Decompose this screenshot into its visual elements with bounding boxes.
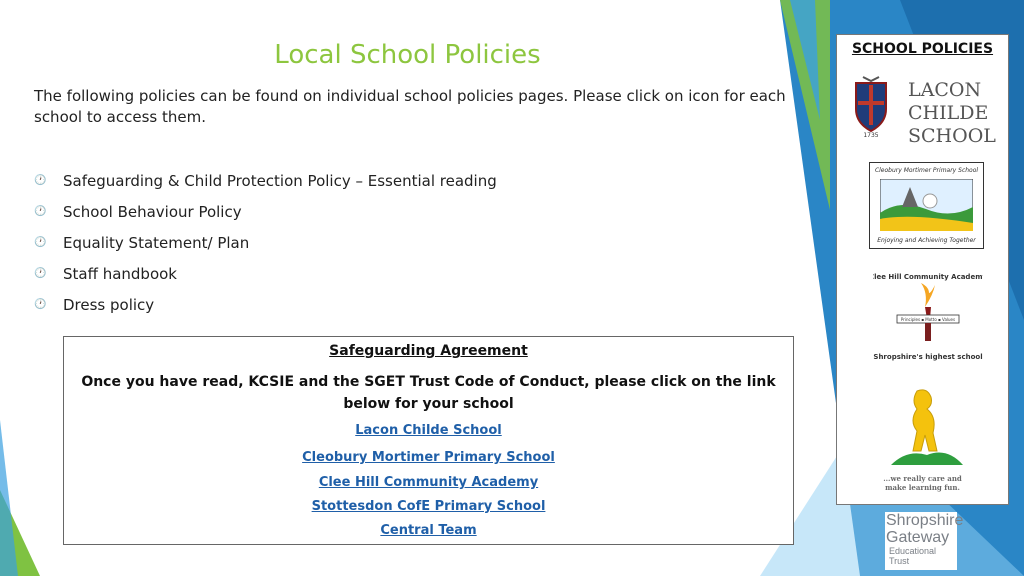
svg-text:Shropshire's highest school: Shropshire's highest school bbox=[873, 353, 983, 361]
link-lacon-childe[interactable]: Lacon Childe School bbox=[355, 423, 502, 438]
torch-icon bbox=[873, 263, 983, 373]
stottesdon-motto: ...we really care and make learning fun. bbox=[883, 474, 962, 492]
crest-icon bbox=[851, 75, 891, 137]
policy-label: Safeguarding & Child Protection Policy – Essential reading bbox=[63, 171, 497, 190]
school-policies-panel bbox=[836, 34, 1009, 505]
policy-label: Equality Statement/ Plan bbox=[63, 233, 250, 252]
link-stottesdon[interactable]: Stottesdon CofE Primary School bbox=[311, 499, 546, 514]
trust-logo[interactable]: Shropshire Gateway Educational Trust bbox=[885, 512, 957, 570]
svg-text:1735: 1735 bbox=[863, 132, 879, 137]
clee-hill-logo[interactable] bbox=[873, 263, 983, 373]
policy-label: Dress policy bbox=[63, 295, 155, 314]
policy-label: Staff handbook bbox=[63, 264, 177, 283]
svg-text:Clee Hill Community Academy: Clee Hill Community Academy bbox=[873, 273, 983, 281]
lacon-childe-logo[interactable] bbox=[851, 75, 1006, 147]
panel-title: SCHOOL POLICIES bbox=[851, 41, 994, 57]
link-clee-hill[interactable]: Clee Hill Community Academy bbox=[318, 475, 539, 490]
svg-text:Principles ▪ Motto ▪ Values: Principles ▪ Motto ▪ Values bbox=[900, 317, 956, 322]
policy-label: School Behaviour Policy bbox=[63, 202, 242, 221]
clock-bullet-icon: 🕐 bbox=[34, 237, 47, 248]
policy-item[interactable] bbox=[34, 258, 497, 289]
link-central-team[interactable]: Central Team bbox=[380, 523, 477, 538]
page-title: Local School Policies bbox=[274, 40, 541, 70]
policy-item[interactable] bbox=[34, 227, 497, 258]
cleobury-mortimer-logo[interactable]: Cleobury Mortimer Primary School Enjoying and Achieving Together bbox=[869, 162, 984, 249]
safeguarding-agreement-box bbox=[63, 336, 794, 545]
policy-item[interactable] bbox=[34, 196, 497, 227]
horse-icon bbox=[887, 387, 967, 467]
clock-bullet-icon: 🕐 bbox=[34, 268, 47, 279]
policy-item[interactable] bbox=[34, 289, 497, 320]
agreement-heading: Safeguarding Agreement bbox=[329, 343, 528, 359]
lacon-wordmark: LACON CHILDE SCHOOL bbox=[908, 79, 996, 147]
link-cleobury-mortimer[interactable]: Cleobury Mortimer Primary School bbox=[302, 450, 555, 465]
clock-bullet-icon: 🕐 bbox=[34, 175, 47, 186]
policy-item[interactable] bbox=[34, 165, 497, 196]
intro-text: The following policies can be found on individual school policies pages. Please click on icon for each school to access them. bbox=[34, 87, 786, 126]
clock-bullet-icon: 🕐 bbox=[34, 299, 47, 310]
policy-list bbox=[34, 165, 497, 320]
agreement-text: Once you have read, KCSIE and the SGET Trust Code of Conduct, please click on the link below for your school bbox=[81, 374, 776, 412]
landscape-icon bbox=[880, 179, 973, 231]
clock-bullet-icon: 🕐 bbox=[34, 206, 47, 217]
